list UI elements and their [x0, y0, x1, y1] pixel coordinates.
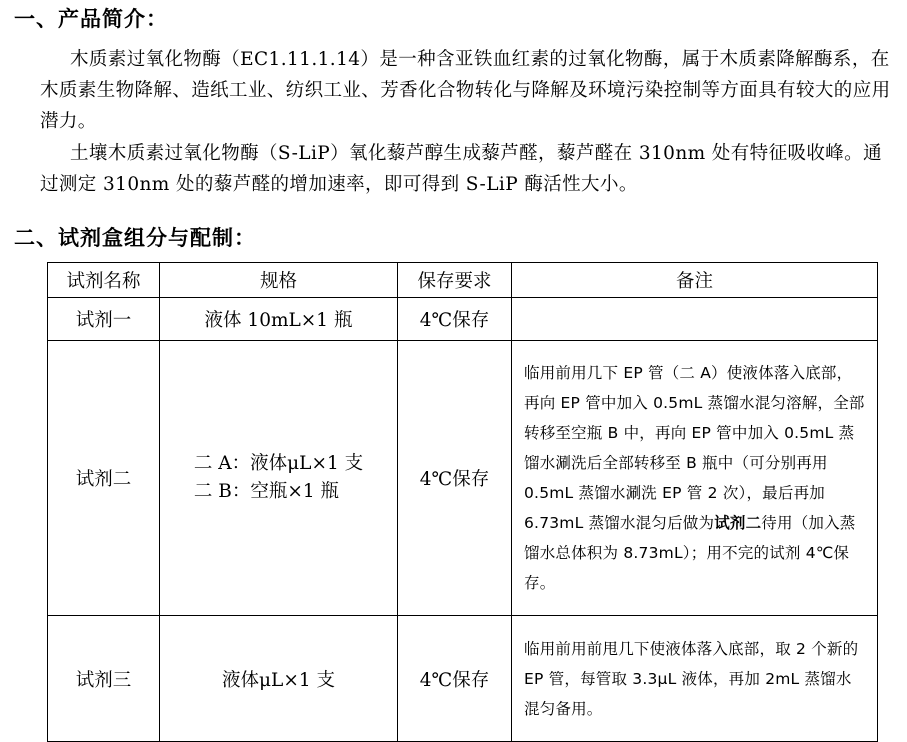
note-text: 临用前用前甩几下使液体落入底部，取 2 个新的 EP 管，每管取 3.3μL 液体，再加 2mL 蒸馏水混匀备用。	[524, 639, 859, 718]
section-title-kit: 二、试剂盒组分与配制：	[14, 226, 256, 250]
table-row	[48, 298, 878, 341]
table-header-row	[48, 263, 878, 298]
reagent-note	[512, 298, 878, 341]
reagent-spec: 液体μL×1 支	[160, 616, 398, 742]
reagent-note	[512, 616, 878, 742]
reagent-storage: 4℃保存	[398, 298, 512, 341]
header-notes: 备注	[512, 263, 878, 298]
reagent-note	[512, 341, 878, 616]
reagent-storage: 4℃保存	[398, 616, 512, 742]
section-title-intro: 一、产品简介：	[14, 7, 168, 31]
header-reagent-name: 试剂名称	[48, 263, 160, 298]
reagent-table	[47, 262, 878, 742]
reagent-spec: 液体 10mL×1 瓶	[160, 298, 398, 341]
reagent-spec-line: 二 B：空瓶×1 瓶	[193, 481, 340, 502]
header-storage: 保存要求	[398, 263, 512, 298]
reagent-spec-line: 二 A：液体μL×1 支	[193, 453, 364, 474]
intro-paragraph-1: 木质素过氧化物酶（EC1.11.1.14）是一种含亚铁血红素的过氧化物酶，属于木质素降解酶系，在木质素生物降解、造纸工业、纺织工业、芳香化合物转化与降解及环境污染控制等方面具有较大的应用潜力。	[40, 49, 891, 132]
reagent-name: 试剂二	[48, 341, 160, 616]
table-row	[48, 341, 878, 616]
header-spec: 规格	[160, 263, 398, 298]
reagent-storage: 4℃保存	[398, 341, 512, 616]
note-text: 临用前用几下 EP 管（二 A）使液体落入底部，再向 EP 管中加入 0.5mL 蒸馏水混匀溶解，全部转移至空瓶 B 中，再向 EP 管中加入 0.5mL 蒸馏水涮洗后全部转移至 B 瓶中（可分别再用 0.5mL 蒸馏水涮洗 EP 管 2 次），最后再加 6.73mL 蒸馏水混匀后做为	[524, 364, 865, 532]
intro-paragraph-2: 土壤木质素过氧化物酶（S-LiP）氧化藜芦醇生成藜芦醛，藜芦醛在 310nm 处有特征吸收峰。通过测定 310nm 处的藜芦醛的增加速率，即可得到 S-LiP 酶活性大小。	[40, 143, 882, 195]
reagent-spec	[160, 341, 398, 616]
note-text: 待用（加入蒸馏水总体积为 8.73mL）；用不完的试剂 4℃保存。	[524, 514, 856, 592]
table-row	[48, 616, 878, 742]
note-bold-reagent: 试剂二	[714, 514, 762, 532]
reagent-name: 试剂三	[48, 616, 160, 742]
reagent-name: 试剂一	[48, 298, 160, 341]
